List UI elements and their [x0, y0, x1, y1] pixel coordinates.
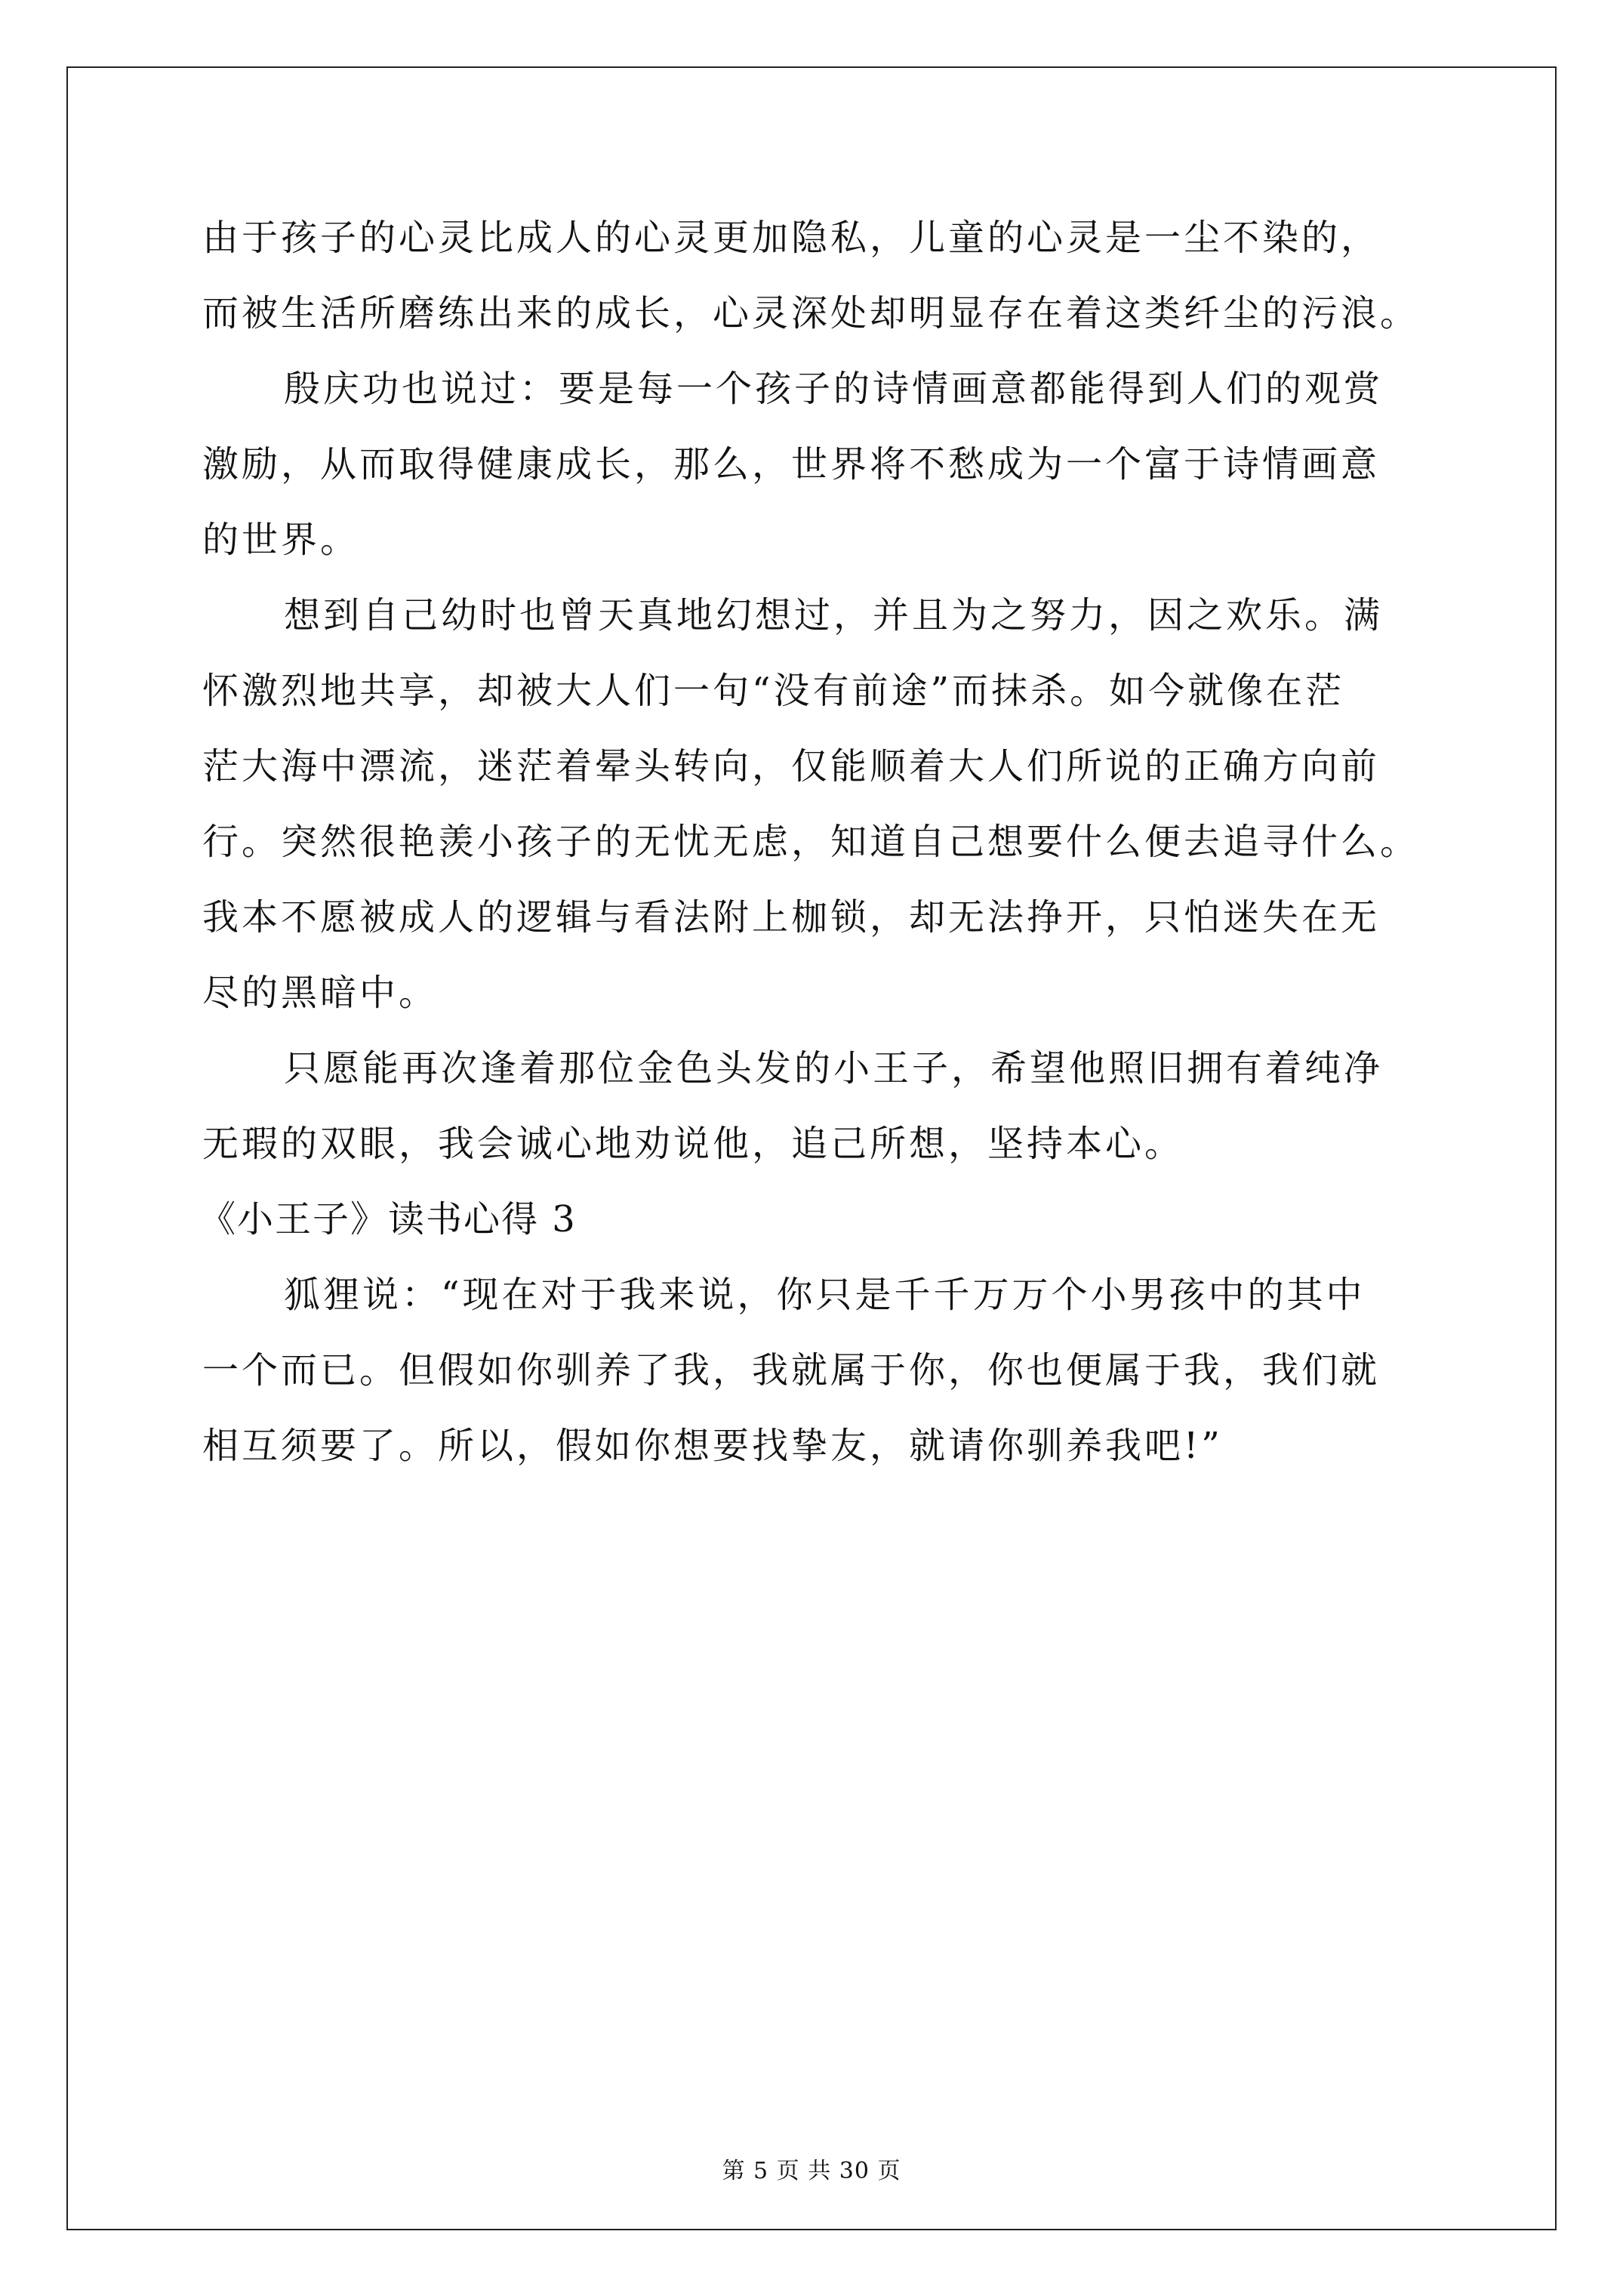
paragraph-line: 怀激烈地共享，却被大人们一句“没有前途”而抹杀。如今就像在茫 — [202, 670, 1345, 712]
paragraph-line: 由于孩子的心灵比成人的心灵更加隐私，儿童的心灵是一尘不染的， — [202, 217, 1381, 259]
paragraph-line: 茫大海中漂流，迷茫着晕头转向，仅能顺着大人们所说的正确方向前 — [202, 745, 1381, 787]
paragraph-line: 无瑕的双眼，我会诚心地劝说他，追己所想，坚持本心。 — [202, 1123, 1184, 1165]
paragraph-line: 激励，从而取得健康成长，那么，世界将不愁成为一个富于诗情画意 — [202, 443, 1381, 485]
paragraph-line: 尽的黑暗中。 — [202, 972, 439, 1014]
paragraph-line: 的世界。 — [202, 519, 360, 561]
document-body — [199, 200, 1440, 1484]
paragraph-line: 殷庆功也说过：要是每一个孩子的诗情画意都能得到人们的观赏 — [284, 368, 1384, 410]
paragraph-line: 只愿能再次逢着那位金色头发的小王子，希望他照旧拥有着纯净 — [284, 1047, 1384, 1089]
paragraph-line: 行。突然很艳羡小孩子的无忧无虑，知道自己想要什么便去追寻什么。 — [202, 821, 1420, 863]
paragraph-line: 相互须要了。所以，假如你想要找挚友，就请你驯养我吧!” — [202, 1425, 1223, 1467]
paragraph-line: 我本不愿被成人的逻辑与看法附上枷锁，却无法挣开，只怕迷失在无 — [202, 896, 1381, 938]
paragraph-line: 狐狸说：“现在对于我来说，你只是千千万万个小男孩中的其中 — [284, 1274, 1366, 1316]
paragraph-line: 一个而已。但假如你驯养了我，我就属于你，你也便属于我，我们就 — [202, 1349, 1381, 1391]
paragraph-line: 而被生活所磨练出来的成长，心灵深处却明显存在着这类纤尘的污浪。 — [202, 292, 1420, 334]
page-number-footer: 第 5 页 共 30 页 — [722, 2158, 901, 2184]
section-heading: 《小王子》读书心得 3 — [199, 1198, 577, 1240]
paragraph-line: 想到自己幼时也曾天真地幻想过，并且为之努力，因之欢乐。满 — [284, 594, 1384, 636]
